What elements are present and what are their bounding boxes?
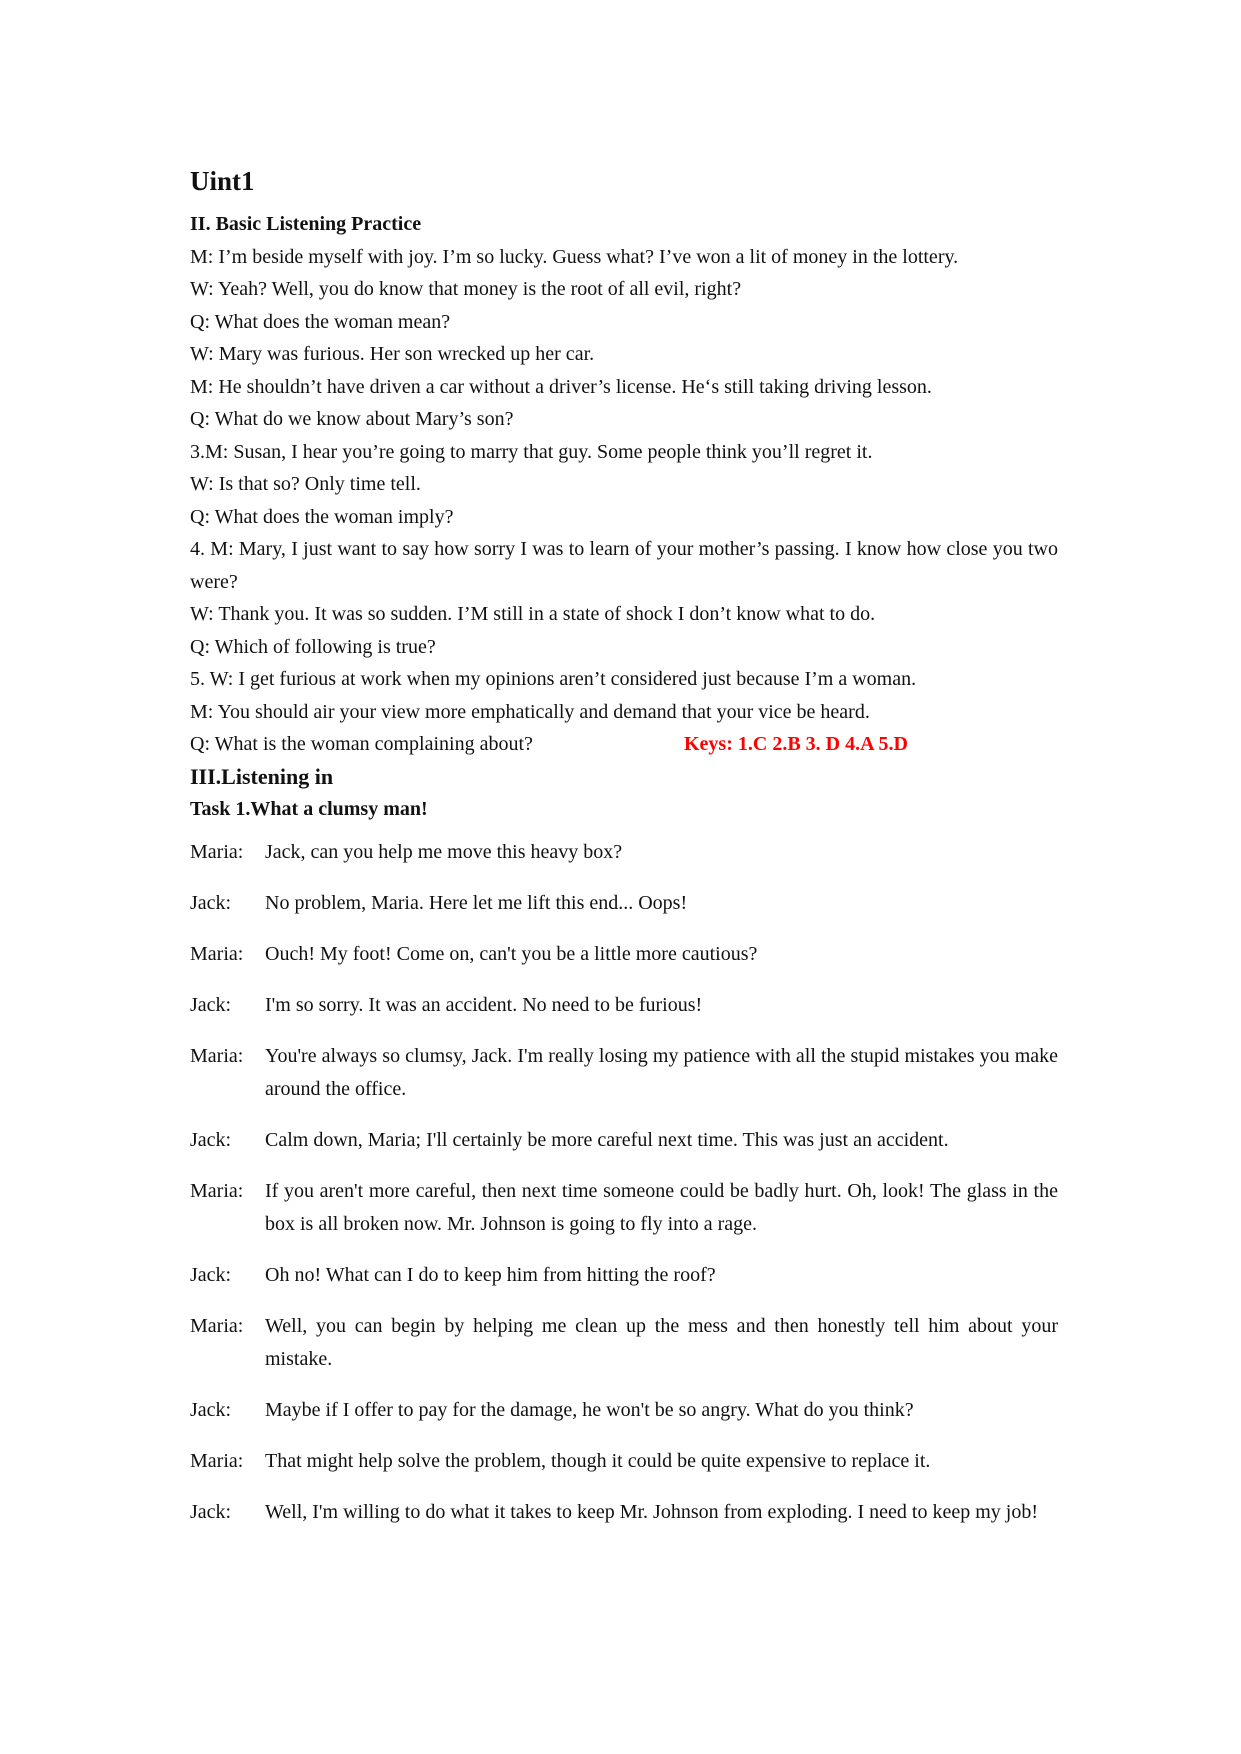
transcript-line: M: You should air your view more emphatically and demand that your vice be heard. <box>190 700 870 723</box>
dialogue-row <box>190 989 1058 1022</box>
task-heading: Task 1.What a clumsy man! <box>190 797 428 820</box>
document-page <box>190 160 1058 1547</box>
utterance-text: Maybe if I offer to pay for the damage, he won't be so angry. What do you think? <box>265 1398 914 1421</box>
utterance-text: I'm so sorry. It was an accident. No need to be furious! <box>265 993 703 1016</box>
transcript-line: W: Mary was furious. Her son wrecked up her car. <box>190 343 595 365</box>
speaker-label: Maria: <box>190 1179 244 1202</box>
dialogue-row <box>190 938 1058 971</box>
transcript-line: Q: What does the woman imply? <box>190 505 454 528</box>
dialogue-row <box>190 1310 1058 1376</box>
speaker-label: Jack: <box>190 891 232 914</box>
transcript-line: 3.M: Susan, I hear you’re going to marry that guy. Some people think you’ll regret it. <box>190 440 873 463</box>
speaker-label: Maria: <box>190 840 244 863</box>
transcript-line: Q: What does the woman mean? <box>190 310 451 333</box>
speaker-label: Jack: <box>190 1500 232 1523</box>
speaker-label: Maria: <box>190 942 244 965</box>
speaker-label: Jack: <box>190 1398 232 1421</box>
dialogue-row <box>190 1394 1058 1427</box>
page-title: Uint1 <box>190 166 255 196</box>
dialogue-row <box>190 1445 1058 1478</box>
dialogue-row <box>190 1175 1058 1241</box>
speaker-label: Maria: <box>190 1314 244 1337</box>
answer-keys: Keys: 1.C 2.B 3. D 4.A 5.D <box>684 733 908 755</box>
dialogue-row <box>190 836 1058 869</box>
section-heading: II. Basic Listening Practice <box>190 213 422 235</box>
dialogue-row <box>190 887 1058 920</box>
dialogue-row <box>190 1040 1058 1106</box>
utterance-text: Ouch! My foot! Come on, can't you be a little more cautious? <box>265 942 758 965</box>
utterance-text: You're always so clumsy, Jack. I'm really losing my patience with all the stupid mistakes you make around the office. <box>265 1044 1058 1100</box>
transcript-line: 4. M: Mary, I just want to say how sorry I was to learn of your mother’s passing. I know how close you two were? <box>190 538 1058 593</box>
utterance-text: That might help solve the problem, though it could be quite expensive to replace it. <box>265 1449 931 1472</box>
utterance-text: No problem, Maria. Here let me lift this end... Oops! <box>265 891 688 914</box>
utterance-text: Well, I'm willing to do what it takes to keep Mr. Johnson from exploding. I need to keep my job! <box>265 1500 1038 1523</box>
transcript-line: M: I’m beside myself with joy. I’m so lucky. Guess what? I’ve won a lit of money in the lottery. <box>190 245 959 268</box>
dialogue-row <box>190 1259 1058 1292</box>
last-question-row <box>190 728 1058 761</box>
transcript-line: Q: Which of following is true? <box>190 635 436 658</box>
transcript-line: M: He shouldn’t have driven a car without a driver’s license. He‘s still taking driving lesson. <box>190 375 932 398</box>
dialogue-row <box>190 1124 1058 1157</box>
basic-listening-section <box>190 208 1058 761</box>
transcript-line: W: Thank you. It was so sudden. I’M still in a state of shock I don’t know what to do. <box>190 603 876 625</box>
transcript-line: W: Is that so? Only time tell. <box>190 473 421 495</box>
utterance-text: Well, you can begin by helping me clean up the mess and then honestly tell him about your mistake. <box>265 1314 1058 1370</box>
section-heading: III.Listening in <box>190 763 334 789</box>
utterance-text: If you aren't more careful, then next time someone could be badly hurt. Oh, look! The glass in the box is all broken now. Mr. Johnson is going to fly into a rage. <box>265 1179 1058 1235</box>
speaker-label: Maria: <box>190 1044 244 1067</box>
utterance-text: Calm down, Maria; I'll certainly be more careful next time. This was just an accident. <box>265 1128 949 1151</box>
speaker-label: Jack: <box>190 1263 232 1286</box>
listening-in-section <box>190 761 1058 1529</box>
speaker-label: Jack: <box>190 993 232 1016</box>
dialogue-row <box>190 1496 1058 1529</box>
transcript-line: W: Yeah? Well, you do know that money is the root of all evil, right? <box>190 278 742 300</box>
transcript-line: 5. W: I get furious at work when my opinions aren’t considered just because I’m a woman. <box>190 668 917 690</box>
utterance-text: Oh no! What can I do to keep him from hitting the roof? <box>265 1263 716 1286</box>
speaker-label: Maria: <box>190 1449 244 1472</box>
utterance-text: Jack, can you help me move this heavy box? <box>265 840 623 863</box>
speaker-label: Jack: <box>190 1128 232 1151</box>
transcript-line: Q: What do we know about Mary’s son? <box>190 408 514 430</box>
transcript-line: Q: What is the woman complaining about? <box>190 733 533 755</box>
